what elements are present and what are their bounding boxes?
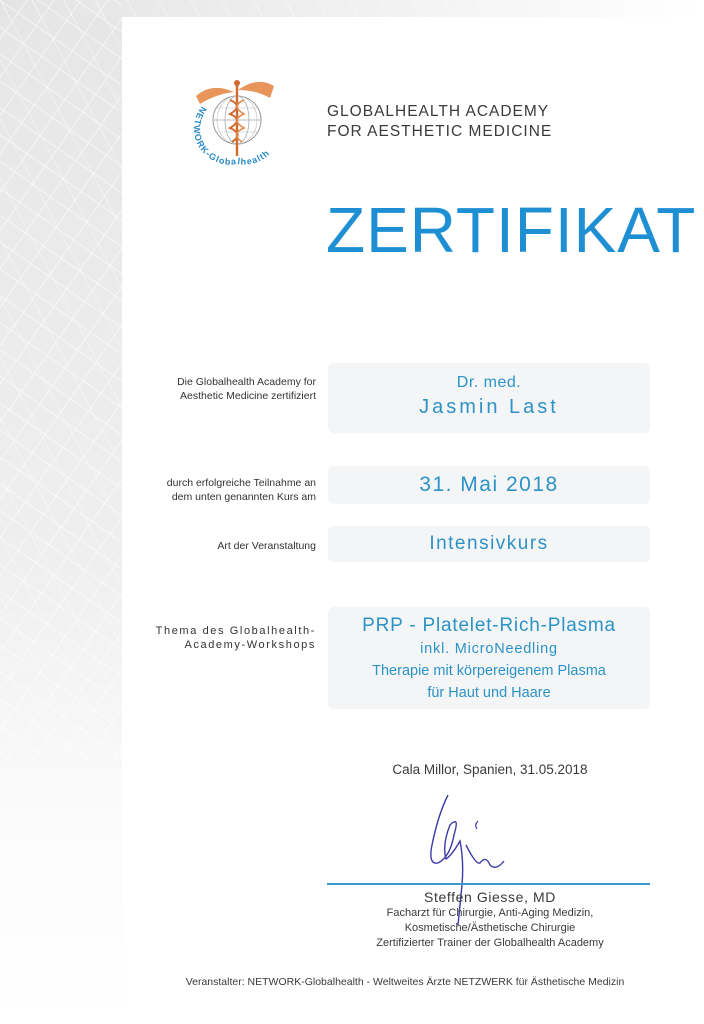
certificate-title: ZERTIFIKAT bbox=[326, 194, 697, 266]
network-globalhealth-logo-icon bbox=[192, 76, 278, 172]
workshop-topic-label-line2: Academy-Workshops bbox=[184, 639, 316, 651]
academy-name-line2: FOR AESTHETIC MEDICINE bbox=[327, 123, 553, 140]
course-date-value: 31. Mai 2018 bbox=[419, 473, 559, 496]
event-type-value: Intensivkurs bbox=[429, 533, 549, 554]
workshop-topic-label bbox=[140, 624, 316, 652]
workshop-topic-box bbox=[328, 607, 650, 709]
recipient-value-box bbox=[328, 363, 650, 433]
workshop-topic-label-line1: Thema des Globalhealth- bbox=[155, 625, 316, 637]
signature-line bbox=[327, 883, 650, 885]
svg-text:NETWORK-Globalhealth: NETWORK-Globalhealth bbox=[192, 104, 272, 167]
recipient-label bbox=[140, 375, 316, 403]
workshop-topic-line3: Therapie mit körpereigenem Plasma bbox=[372, 663, 606, 679]
recipient-label-line1: Die Globalhealth Academy for bbox=[177, 376, 316, 388]
signer-name: Steffen Giesse, MD bbox=[424, 889, 556, 905]
course-date-label-line1: durch erfolgreiche Teilnahme an bbox=[166, 477, 316, 489]
event-type-label-line1: Art der Veranstaltung bbox=[217, 540, 316, 552]
organizer-footer: Veranstalter: NETWORK-Globalhealth - Weltweites Ärzte NETZWERK für Ästhetische Medizin bbox=[185, 976, 625, 988]
event-type-label bbox=[140, 539, 316, 553]
event-type-box bbox=[328, 526, 650, 562]
recipient-name: Jasmin Last bbox=[419, 396, 559, 418]
academy-name-line1: GLOBALHEALTH ACADEMY bbox=[327, 103, 550, 120]
signer-credential-2: Kosmetische/Ästhetische Chirurgie bbox=[404, 922, 576, 934]
course-date-label-line2: dem unten genannten Kurs am bbox=[171, 491, 316, 503]
signer-credential-1: Facharzt für Chirurgie, Anti-Aging Medizin, bbox=[386, 907, 594, 919]
course-date-box bbox=[328, 466, 650, 504]
signer-block bbox=[330, 888, 650, 951]
recipient-label-line2: Aesthetic Medicine zertifiziert bbox=[180, 390, 316, 402]
workshop-topic-line4: für Haut und Haare bbox=[427, 685, 551, 701]
course-date-label bbox=[140, 476, 316, 504]
recipient-title: Dr. med. bbox=[456, 374, 522, 391]
signer-credential-3: Zertifizierter Trainer der Globalhealth Academy bbox=[376, 937, 604, 949]
academy-name bbox=[327, 102, 552, 142]
workshop-topic-title: PRP - Platelet-Rich-Plasma bbox=[362, 615, 616, 636]
workshop-topic-line2: inkl. MicroNeedling bbox=[420, 641, 558, 657]
place-and-date: Cala Millor, Spanien, 31.05.2018 bbox=[392, 762, 588, 777]
